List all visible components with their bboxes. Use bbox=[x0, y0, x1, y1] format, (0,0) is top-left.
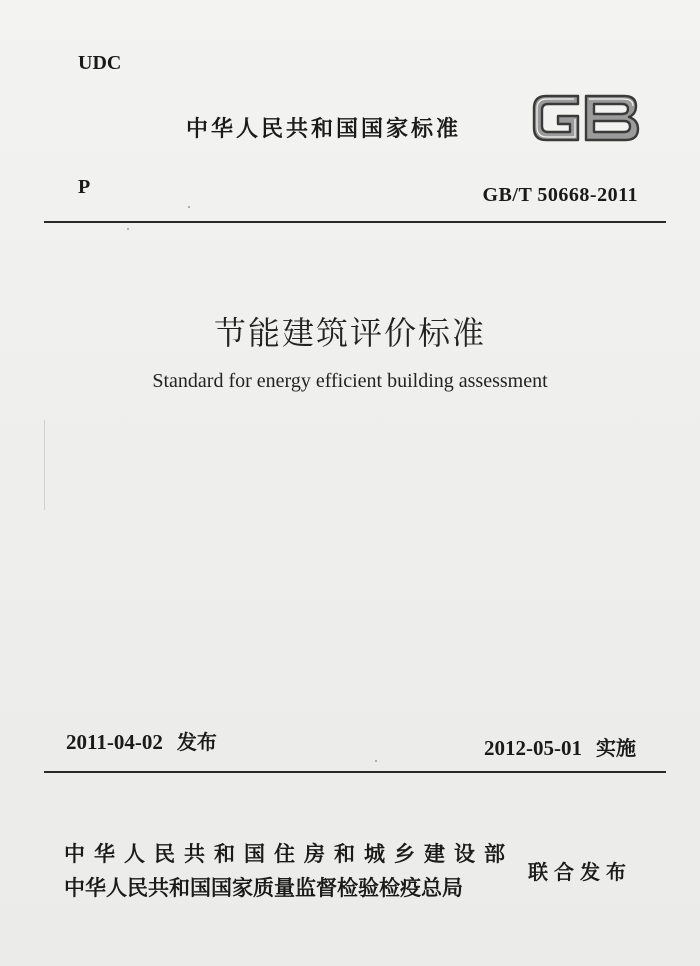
title-chinese: 节能建筑评价标准 bbox=[213, 314, 486, 352]
implement-label: 实施 bbox=[596, 736, 636, 760]
scan-speck bbox=[375, 760, 377, 762]
issuer-administration: 中华人民共和国国家质量监督检验检疫总局 bbox=[64, 876, 463, 900]
scan-speck bbox=[127, 228, 129, 230]
standard-number: GB/T 50668-2011 bbox=[482, 184, 638, 206]
issue-date-line bbox=[66, 726, 217, 755]
title-english: Standard for energy efficient building assessment bbox=[152, 370, 548, 392]
scan-speck bbox=[188, 206, 190, 208]
gb-logo-icon bbox=[528, 88, 642, 148]
implement-date: 2012-05-01 bbox=[484, 736, 582, 760]
udc-label: UDC bbox=[78, 52, 122, 74]
issue-date: 2011-04-02 bbox=[66, 730, 163, 754]
issue-label: 发布 bbox=[176, 730, 217, 754]
classification-code: P bbox=[78, 176, 91, 198]
top-divider bbox=[44, 221, 666, 223]
issuer-ministry: 中华人民共和国住房和城乡建设部 bbox=[64, 842, 514, 866]
national-standard-heading: 中华人民共和国国家标准 bbox=[186, 117, 462, 142]
bottom-divider bbox=[44, 771, 666, 773]
implement-date-line bbox=[484, 732, 636, 761]
joint-issue-label: 联合发布 bbox=[528, 860, 632, 884]
scan-edge-mark bbox=[44, 420, 45, 510]
